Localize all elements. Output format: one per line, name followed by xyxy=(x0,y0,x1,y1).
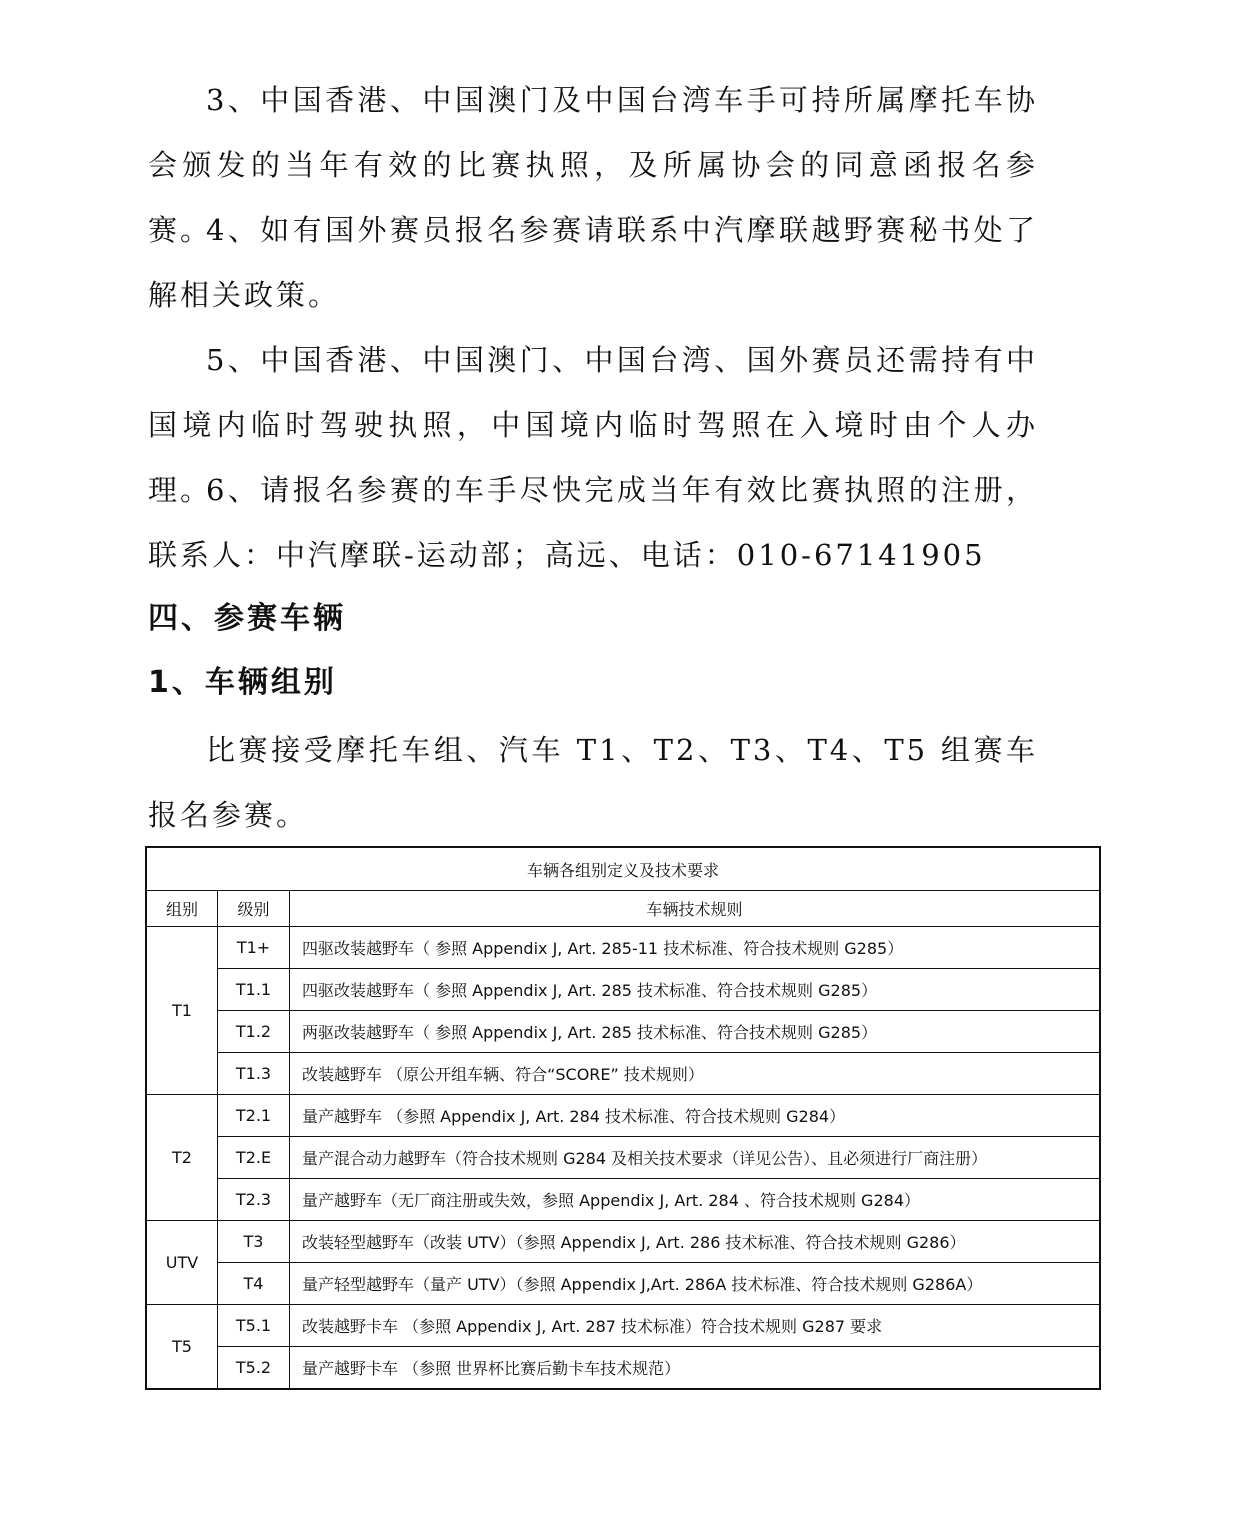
header-rule: 车辆技术规则 xyxy=(290,891,1101,927)
class-cell: T2.1 xyxy=(218,1095,290,1137)
header-class: 级别 xyxy=(218,891,290,927)
paragraph-item-5: 5、中国香港、中国澳门、中国台湾、国外赛员还需持有中国境内临时驾驶执照，中国境内临时驾照在入境时由个人办理。 xyxy=(148,343,1038,507)
group-cell: T2 xyxy=(146,1095,218,1221)
table-row xyxy=(146,1095,1100,1137)
table-row xyxy=(146,927,1100,969)
group-cell: T5 xyxy=(146,1305,218,1390)
class-cell: T5.1 xyxy=(218,1305,290,1347)
rule-cell: 量产越野卡车 （参照 世界杯比赛后勤卡车技术规范） xyxy=(290,1347,1101,1390)
table-row xyxy=(146,1179,1100,1221)
class-cell: T1+ xyxy=(218,927,290,969)
section-heading: 四、参赛车辆 xyxy=(148,601,346,636)
table-row xyxy=(146,1347,1100,1390)
class-cell: T3 xyxy=(218,1221,290,1263)
table-row xyxy=(146,1011,1100,1053)
class-cell: T4 xyxy=(218,1263,290,1305)
table-row xyxy=(146,1221,1100,1263)
paragraph-item-4: 4、如有国外赛员报名参赛请联系中汽摩联越野赛秘书处了解相关政策。 xyxy=(148,213,1038,312)
rule-cell: 量产轻型越野车（量产 UTV）（参照 Appendix J,Art. 286A 技术标准、符合技术规则 G286A） xyxy=(290,1263,1101,1305)
rule-cell: 改装轻型越野车（改装 UTV）（参照 Appendix J, Art. 286 技术标准、符合技术规则 G286） xyxy=(290,1221,1101,1263)
paragraph-item-6: 6、请报名参赛的车手尽快完成当年有效比赛执照的注册，联系人：中汽摩联-运动部；高远、电话：010-67141905 xyxy=(148,473,1038,572)
rule-cell: 量产越野车 （参照 Appendix J, Art. 284 技术标准、符合技术规则 G284） xyxy=(290,1095,1101,1137)
table-row xyxy=(146,1137,1100,1179)
rule-cell: 改装越野车 （原公开组车辆、符合“SCORE” 技术规则） xyxy=(290,1053,1101,1095)
table-row xyxy=(146,969,1100,1011)
paragraph-item-3: 3、中国香港、中国澳门及中国台湾车手可持所属摩托车协会颁发的当年有效的比赛执照，及所属协会的同意函报名参赛。 xyxy=(148,83,1038,247)
class-cell: T1.1 xyxy=(218,969,290,1011)
table-caption-row xyxy=(146,847,1100,891)
rule-cell: 四驱改装越野车（ 参照 Appendix J, Art. 285 技术标准、符合技术规则 G285） xyxy=(290,969,1101,1011)
class-cell: T2.E xyxy=(218,1137,290,1179)
class-cell: T1.2 xyxy=(218,1011,290,1053)
table-caption: 车辆各组别定义及技术要求 xyxy=(146,847,1100,891)
subsection-heading: 1、车辆组别 xyxy=(148,665,337,700)
rule-cell: 四驱改装越野车（ 参照 Appendix J, Art. 285-11 技术标准、符合技术规则 G285） xyxy=(290,927,1101,969)
class-cell: T1.3 xyxy=(218,1053,290,1095)
table-row xyxy=(146,1053,1100,1095)
rule-cell: 改装越野卡车 （参照 Appendix J, Art. 287 技术标准）符合技术规则 G287 要求 xyxy=(290,1305,1101,1347)
rule-cell: 量产混合动力越野车（符合技术规则 G284 及相关技术要求（详见公告）、且必须进行厂商注册） xyxy=(290,1137,1101,1179)
vehicle-class-table xyxy=(145,846,1101,1390)
intro-paragraph: 比赛接受摩托车组、汽车 T1、T2、T3、T4、T5 组赛车报名参赛。 xyxy=(148,733,1038,832)
table-row xyxy=(146,1263,1100,1305)
table-header-row xyxy=(146,891,1100,927)
rule-cell: 两驱改装越野车（ 参照 Appendix J, Art. 285 技术标准、符合技术规则 G285） xyxy=(290,1011,1101,1053)
rule-cell: 量产越野车（无厂商注册或失效，参照 Appendix J, Art. 284 、符合技术规则 G284） xyxy=(290,1179,1101,1221)
group-cell: T1 xyxy=(146,927,218,1095)
header-group: 组别 xyxy=(146,891,218,927)
table-row xyxy=(146,1305,1100,1347)
class-cell: T2.3 xyxy=(218,1179,290,1221)
class-cell: T5.2 xyxy=(218,1347,290,1390)
group-cell: UTV xyxy=(146,1221,218,1305)
